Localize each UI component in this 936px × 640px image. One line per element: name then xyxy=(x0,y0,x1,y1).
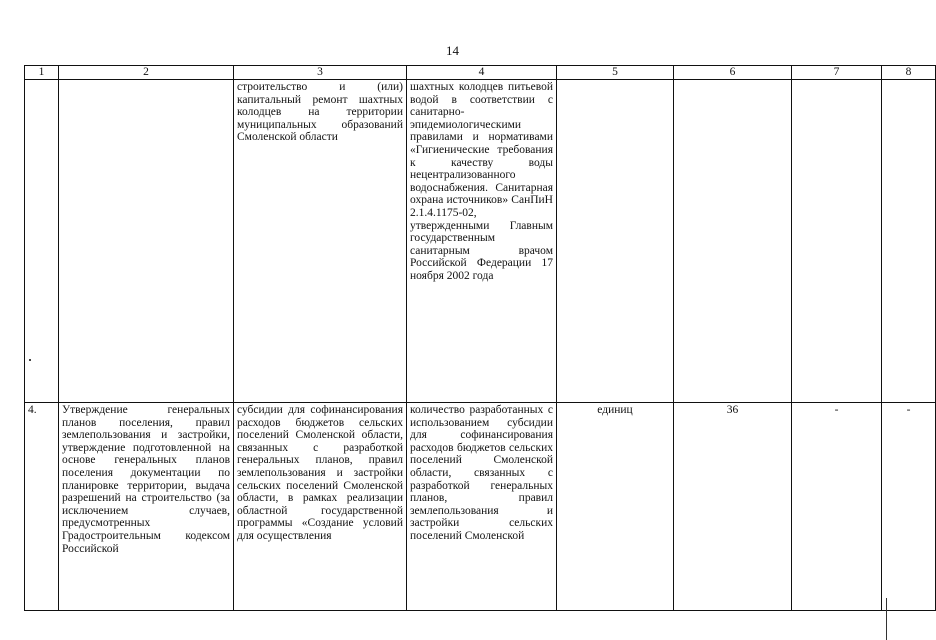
cell-value-2 xyxy=(792,80,882,403)
cell-value-3 xyxy=(882,80,936,403)
column-number-1: 1 xyxy=(25,66,59,80)
cell-authority xyxy=(59,80,234,403)
cell-row-number: 4. xyxy=(25,403,59,611)
indicators-table xyxy=(24,65,936,611)
column-number-4: 4 xyxy=(407,66,557,80)
cell-unit: единиц xyxy=(557,403,674,611)
column-number-8: 8 xyxy=(882,66,936,80)
table-row-4 xyxy=(25,403,936,611)
cell-value-3: - xyxy=(882,403,936,611)
cell-value xyxy=(674,80,792,403)
cell-indicator: шахтных колодцев питьевой водой в соответствии с санитарно-эпидемиологическими правилами и нормативами «Гигиенические требования к качеству воды нецентрализованного водоснабжения. Санитарная охрана источников» СанПиН 2.1.4.1175-02, утвержденными Главным государственным санитарным врачом Российской Федерации 17 ноября 2002 года xyxy=(407,80,557,403)
column-number-2: 2 xyxy=(59,66,234,80)
column-number-5: 5 xyxy=(557,66,674,80)
table-row-continued xyxy=(25,80,936,403)
column-number-header-row xyxy=(25,66,936,80)
cell-subsidy-purpose: строительство и (или) капитальный ремонт шахтных колодцев на территории муниципальных образований Смоленской области xyxy=(234,80,407,403)
cell-value-2: - xyxy=(792,403,882,611)
column-number-7: 7 xyxy=(792,66,882,80)
cell-indicator: количество разработанных с использованием субсидии для софинансирования расходов бюджетов сельских поселений Смоленской области, связанных с разработкой генеральных планов, правил землепользования и застройки сельских поселений Смоленской xyxy=(407,403,557,611)
cell-subsidy-purpose: субсидии для софинансирования расходов бюджетов сельских поселений Смоленской области, связанных с разработкой генеральных планов, правил землепользования и застройки сельских поселений Смоленской области, в рамках реализации областной государственной программы «Создание условий для осуществления xyxy=(234,403,407,611)
cell-authority: Утверждение генеральных планов поселения, правил землепользования и застройки, утверждение подготовленной на основе генеральных планов поселения документации по планировке территории, выдача разрешений на строительство (за исключением случаев, предусмотренных Градостроительным кодексом Российской xyxy=(59,403,234,611)
cell-value: 36 xyxy=(674,403,792,611)
cell-row-number xyxy=(25,80,59,403)
page-number: 14 xyxy=(446,43,459,58)
cell-unit xyxy=(557,80,674,403)
column-number-3: 3 xyxy=(234,66,407,80)
scan-speck xyxy=(29,359,31,361)
scan-margin-line xyxy=(886,598,887,640)
column-number-6: 6 xyxy=(674,66,792,80)
